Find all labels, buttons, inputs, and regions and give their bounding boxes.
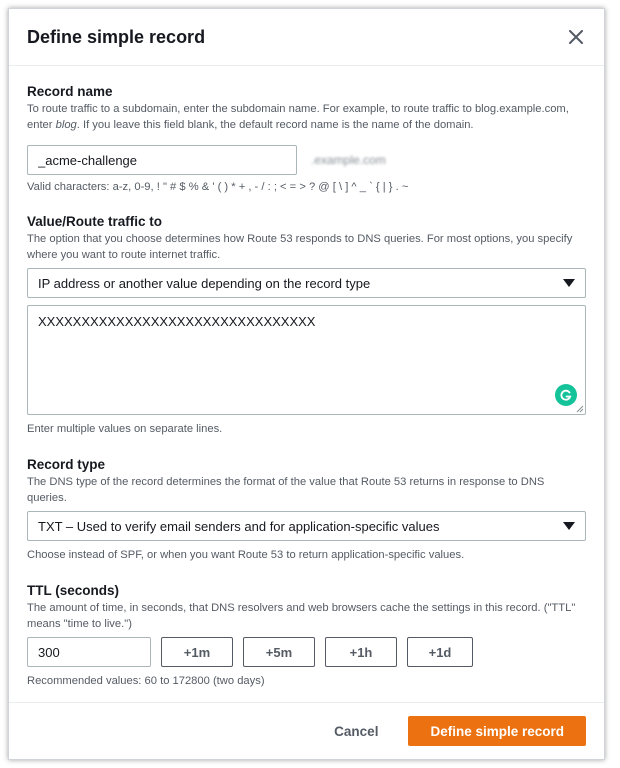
record-type-select-value: TXT – Used to verify email senders and for application-specific values	[38, 518, 440, 534]
record-name-description	[27, 102, 586, 133]
ttl-label: TTL (seconds)	[27, 583, 120, 598]
cancel-button[interactable]: Cancel	[334, 723, 379, 739]
ttl-row	[27, 637, 586, 667]
dialog-title: Define simple record	[27, 26, 206, 47]
route-traffic-select[interactable]	[27, 268, 586, 298]
ttl-add-1m-button[interactable]: +1m	[161, 637, 233, 667]
define-simple-record-dialog	[8, 8, 605, 760]
resize-handle-icon[interactable]	[576, 405, 584, 413]
record-type-select[interactable]	[27, 511, 586, 541]
record-name-input[interactable]	[27, 145, 297, 175]
multiple-values-hint: Enter multiple values on separate lines.	[27, 423, 223, 435]
record-name-desc-example: blog	[55, 118, 77, 131]
record-type-description: The DNS type of the record determines the format of the value that Route 53 returns in response to DNS queries.	[27, 476, 545, 504]
grammarly-icon[interactable]	[555, 384, 577, 406]
value-textarea[interactable]	[27, 305, 586, 415]
route-traffic-select-value: IP address or another value depending on the record type	[38, 275, 371, 291]
record-type-hint: Choose instead of SPF, or when you want Route 53 to return application-specific values.	[27, 549, 465, 561]
valid-characters-hint: Valid characters: a-z, 0-9, ! " # $ % & ' ( ) * + , - / : ; < = > ? @ [ \ ] ^ _ ` { | } . ~	[27, 181, 409, 193]
record-type-section	[27, 457, 586, 561]
close-icon[interactable]	[566, 27, 586, 47]
value-route-label: Value/Route traffic to	[27, 214, 163, 229]
ttl-add-5m-button[interactable]: +5m	[243, 637, 315, 667]
dialog-footer	[9, 702, 604, 759]
dialog-header	[9, 9, 604, 66]
record-name-desc-part1: To route traffic to a subdomain, enter the subdomain name. For example, to route traffic to blog.example.com, enter	[27, 103, 569, 131]
record-name-row	[27, 145, 586, 175]
caret-down-icon	[563, 279, 575, 287]
ttl-input[interactable]	[27, 637, 151, 667]
value-textarea-text: XXXXXXXXXXXXXXXXXXXXXXXXXXXXXXXX	[38, 314, 316, 329]
define-simple-record-button[interactable]: Define simple record	[408, 716, 586, 746]
record-name-section	[27, 84, 586, 193]
record-type-label: Record type	[27, 457, 106, 472]
value-route-section	[27, 214, 586, 435]
record-name-label: Record name	[27, 84, 113, 99]
ttl-hint: Recommended values: 60 to 172800 (two days)	[27, 675, 265, 687]
domain-suffix: .example.com	[311, 153, 386, 167]
caret-down-icon	[563, 522, 575, 530]
dialog-content	[9, 66, 604, 687]
ttl-add-1h-button[interactable]: +1h	[325, 637, 397, 667]
value-route-description: The option that you choose determines how Route 53 responds to DNS queries. For most options, you specify where you want to route internet traffic.	[27, 233, 573, 261]
record-name-desc-part2: . If you leave this field blank, the default record name is the name of the domain.	[76, 118, 474, 131]
ttl-section	[27, 583, 586, 687]
ttl-description: The amount of time, in seconds, that DNS resolvers and web browsers cache the settings in this record. ("TTL" means "time to live.")	[27, 602, 576, 630]
ttl-add-1d-button[interactable]: +1d	[407, 637, 473, 667]
